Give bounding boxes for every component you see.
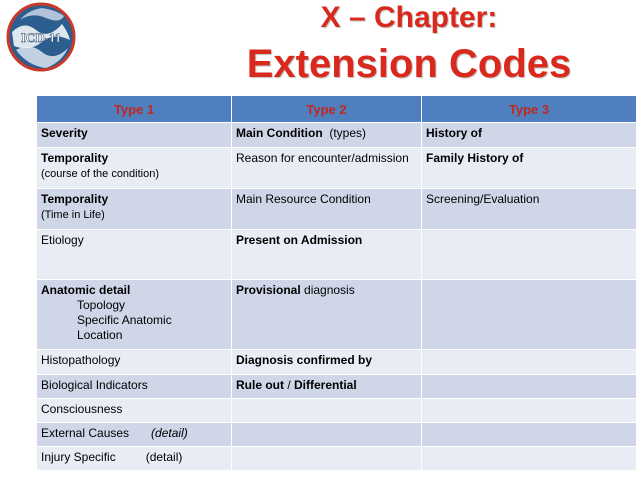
table-row (37, 123, 637, 148)
table-row (37, 375, 637, 399)
cell-type1: Histopathology (37, 350, 232, 375)
cell-type1: Etiology (37, 230, 232, 280)
cell-text-bold: Rule out (236, 378, 284, 392)
cell-type2 (232, 123, 422, 148)
table-row (37, 148, 637, 189)
cell-subitem: Location (77, 328, 123, 342)
cell-text-bold: Provisional (236, 283, 301, 297)
cell-type3: Family History of (422, 148, 637, 189)
slide-title: X – Chapter: (320, 1, 498, 34)
table-row (37, 189, 637, 230)
cell-type1: Biological Indicators (37, 375, 232, 399)
cell-type1: Consciousness (37, 399, 232, 423)
cell-type3: Screening/Evaluation (422, 189, 637, 230)
cell-subtext: (Time in Life) (41, 209, 105, 221)
cell-text: diagnosis (300, 283, 355, 297)
cell-text-bold: Temporality (41, 192, 109, 206)
table-row (37, 399, 637, 423)
logo-text: ICD-11 (20, 30, 62, 45)
cell-text: Injury Specific (41, 450, 116, 464)
cell-type3 (422, 230, 637, 280)
cell-type1 (37, 447, 232, 471)
cell-type2 (232, 447, 422, 471)
table-row (37, 447, 637, 471)
cell-type1 (37, 148, 232, 189)
cell-text-bold: Differential (294, 378, 357, 392)
table-row (37, 230, 637, 280)
cell-subitem: Topology (77, 298, 126, 312)
cell-text: / (284, 378, 295, 392)
table-row (37, 423, 637, 447)
cell-type3: History of (422, 123, 637, 148)
icd-11-logo (6, 2, 76, 72)
cell-type2: Main Resource Condition (232, 189, 422, 230)
cell-type2: Present on Admission (232, 230, 422, 280)
cell-type2 (232, 399, 422, 423)
cell-subtext: (course of the condition) (41, 168, 160, 180)
header-type-3: Type 3 (422, 96, 637, 123)
extension-codes-table (36, 95, 637, 471)
cell-type3 (422, 350, 637, 375)
cell-type2: Diagnosis confirmed by (232, 350, 422, 375)
table-row (37, 350, 637, 375)
cell-type2 (232, 423, 422, 447)
header-type-2: Type 2 (232, 96, 422, 123)
cell-type2: Reason for encounter/admission (232, 148, 422, 189)
slide-subtitle: Extension Codes (246, 42, 572, 86)
cell-text-bold: Anatomic detail (41, 283, 131, 297)
cell-text: External Causes (41, 426, 130, 440)
cell-type3 (422, 423, 637, 447)
cell-type1 (37, 423, 232, 447)
cell-text-bold: Main Condition (236, 126, 323, 140)
cell-type1: Severity (37, 123, 232, 148)
cell-type3 (422, 447, 637, 471)
cell-type2 (232, 280, 422, 350)
cell-type1 (37, 280, 232, 350)
cell-type3 (422, 280, 637, 350)
cell-detail: (detail) (145, 450, 183, 464)
cell-type3 (422, 375, 637, 399)
cell-type3 (422, 399, 637, 423)
cell-text: (types) (322, 126, 366, 140)
cell-detail: (detail) (151, 426, 188, 440)
cell-type2 (232, 375, 422, 399)
cell-text-bold: Temporality (41, 151, 109, 165)
table-row (37, 280, 637, 350)
cell-subitem: Specific Anatomic (77, 313, 172, 327)
cell-type1 (37, 189, 232, 230)
header-type-1: Type 1 (37, 96, 232, 123)
table-header-row (37, 96, 637, 123)
